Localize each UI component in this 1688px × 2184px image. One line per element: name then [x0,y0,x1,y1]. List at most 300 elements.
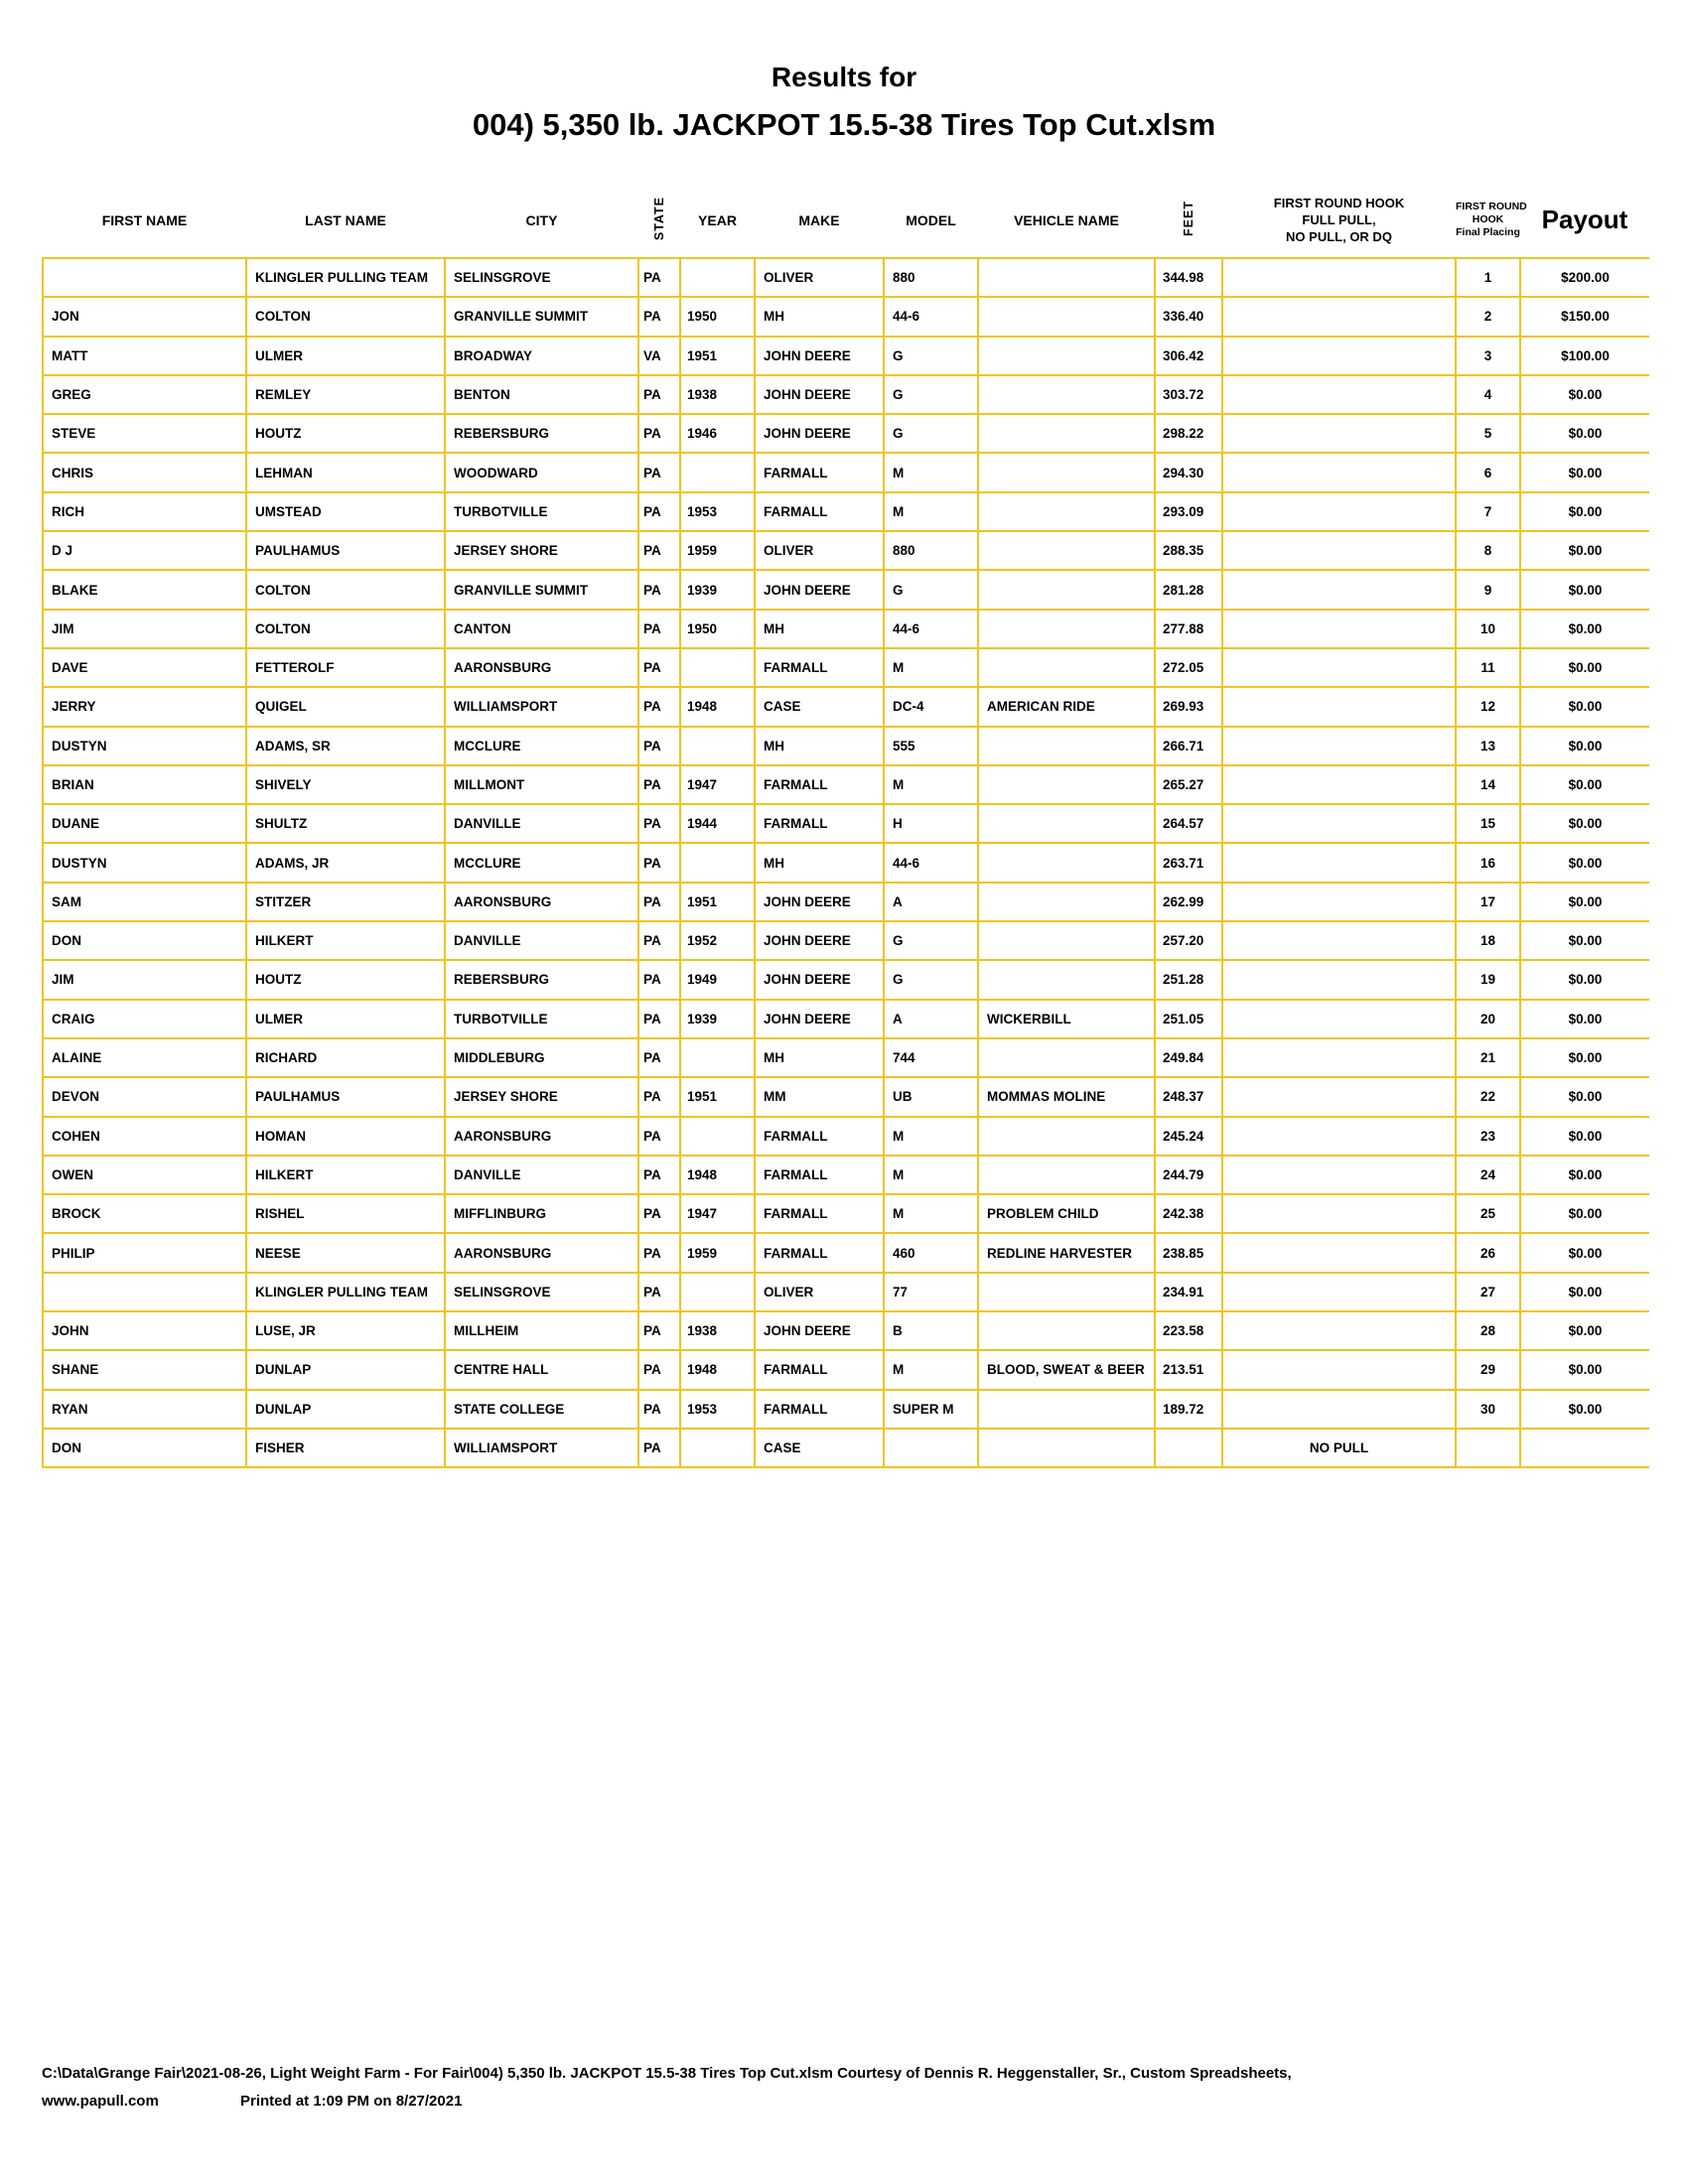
cell-year: 1950 [680,610,755,648]
cell-model: M [884,648,978,687]
cell-vehicle_name [978,570,1155,609]
cell-payout: $0.00 [1520,804,1649,843]
cell-feet: 288.35 [1155,531,1222,570]
cell-last_name: ADAMS, SR [246,727,445,765]
cell-city: TURBOTVILLE [445,1000,638,1038]
cell-first_name: RYAN [43,1390,246,1429]
cell-final_placing: 11 [1456,648,1520,687]
cell-model: B [884,1311,978,1350]
table-row [43,1077,1649,1116]
cell-year: 1949 [680,960,755,999]
cell-city: CENTRE HALL [445,1350,638,1389]
cell-first_round_hook [1222,1077,1456,1116]
cell-model: 77 [884,1273,978,1311]
cell-year: 1946 [680,414,755,453]
cell-year: 1938 [680,375,755,414]
cell-final_placing: 19 [1456,960,1520,999]
cell-last_name: HOUTZ [246,414,445,453]
cell-vehicle_name [978,960,1155,999]
cell-make: MH [755,297,884,336]
cell-final_placing [1456,1429,1520,1467]
table-row [43,1311,1649,1350]
cell-first_name: ALAINE [43,1038,246,1077]
cell-city: JERSEY SHORE [445,531,638,570]
col-header-final-placing [1456,183,1527,258]
cell-model: G [884,375,978,414]
cell-state: PA [638,1077,680,1116]
table-row [43,531,1649,570]
cell-last_name: HOUTZ [246,960,445,999]
cell-city: REBERSBURG [445,960,638,999]
table-row [43,610,1649,648]
table-row [43,648,1649,687]
cell-feet: 344.98 [1155,258,1222,297]
footer-file-path: C:\Data\Grange Fair\2021-08-26, Light Weight Farm - For Fair\004) 5,350 lb. JACKPOT 15.5-38 Tires Top Cut.xlsm Courtesy of Dennis R. Heggenstaller, Sr., Custom Spreadsheets, [42,2065,1292,2082]
table-row [43,1000,1649,1038]
cell-first_name: DON [43,921,246,960]
cell-vehicle_name [978,414,1155,453]
cell-city: GRANVILLE SUMMIT [445,570,638,609]
cell-model: M [884,765,978,804]
cell-feet: 303.72 [1155,375,1222,414]
cell-first_round_hook [1222,1000,1456,1038]
cell-city: AARONSBURG [445,1233,638,1272]
cell-final_placing: 3 [1456,337,1520,375]
cell-make: MM [755,1077,884,1116]
cell-make: CASE [755,687,884,726]
table-row [43,258,1649,297]
cell-first_name: DON [43,1429,246,1467]
cell-state: PA [638,453,680,491]
cell-final_placing: 22 [1456,1077,1520,1116]
cell-model: 880 [884,258,978,297]
cell-vehicle_name [978,1273,1155,1311]
cell-model: G [884,337,978,375]
table-row [43,883,1649,921]
cell-last_name: COLTON [246,610,445,648]
cell-final_placing: 6 [1456,453,1520,491]
cell-first_name: D J [43,531,246,570]
cell-payout: $0.00 [1520,610,1649,648]
cell-make: JOHN DEERE [755,337,884,375]
cell-feet: 238.85 [1155,1233,1222,1272]
cell-state: PA [638,765,680,804]
cell-state: PA [638,610,680,648]
col-header-first-name: FIRST NAME [101,211,188,228]
cell-first_name: GREG [43,375,246,414]
cell-final_placing: 12 [1456,687,1520,726]
cell-first_name: JOHN [43,1311,246,1350]
cell-first_round_hook [1222,531,1456,570]
cell-payout: $0.00 [1520,1156,1649,1194]
cell-state: PA [638,727,680,765]
cell-first_name: CHRIS [43,453,246,491]
cell-feet: 251.05 [1155,1000,1222,1038]
table-row [43,453,1649,491]
cell-first_name: JON [43,297,246,336]
cell-last_name: SHULTZ [246,804,445,843]
table-row [43,337,1649,375]
cell-final_placing: 17 [1456,883,1520,921]
cell-year: 1953 [680,1390,755,1429]
table-row [43,1038,1649,1077]
cell-first_round_hook: NO PULL [1222,1429,1456,1467]
cell-year [680,1273,755,1311]
cell-last_name: LEHMAN [246,453,445,491]
cell-first_round_hook [1222,843,1456,882]
table-row [43,804,1649,843]
cell-payout: $100.00 [1520,337,1649,375]
cell-last_name: HILKERT [246,1156,445,1194]
cell-year: 1939 [680,1000,755,1038]
cell-make: MH [755,610,884,648]
cell-first_name: DUANE [43,804,246,843]
cell-first_name: JERRY [43,687,246,726]
cell-first_name: SAM [43,883,246,921]
cell-city: WILLIAMSPORT [445,687,638,726]
table-row [43,960,1649,999]
cell-city: JERSEY SHORE [445,1077,638,1116]
cell-first_name: OWEN [43,1156,246,1194]
cell-model: G [884,414,978,453]
cell-city: MCCLURE [445,727,638,765]
cell-payout: $0.00 [1520,531,1649,570]
cell-state: PA [638,843,680,882]
cell-city: MILLMONT [445,765,638,804]
cell-vehicle_name [978,1038,1155,1077]
cell-city: MCCLURE [445,843,638,882]
cell-payout: $0.00 [1520,1077,1649,1116]
cell-state: PA [638,1390,680,1429]
cell-make: MH [755,1038,884,1077]
page-title: Results for [771,62,917,92]
cell-feet: 249.84 [1155,1038,1222,1077]
cell-first_round_hook [1222,687,1456,726]
cell-vehicle_name [978,804,1155,843]
cell-final_placing: 18 [1456,921,1520,960]
cell-model: SUPER M [884,1390,978,1429]
cell-make: OLIVER [755,258,884,297]
cell-make: OLIVER [755,531,884,570]
cell-city: WILLIAMSPORT [445,1429,638,1467]
col-header-payout: Payout [1541,205,1628,234]
cell-make: FARMALL [755,1117,884,1156]
cell-city: CANTON [445,610,638,648]
cell-state: PA [638,414,680,453]
cell-city: DANVILLE [445,804,638,843]
cell-city: BENTON [445,375,638,414]
cell-city: STATE COLLEGE [445,1390,638,1429]
cell-city: MILLHEIM [445,1311,638,1350]
cell-state: VA [638,337,680,375]
cell-final_placing: 15 [1456,804,1520,843]
cell-state: PA [638,1038,680,1077]
cell-vehicle_name [978,492,1155,531]
cell-state: PA [638,297,680,336]
cell-final_placing: 8 [1456,531,1520,570]
cell-first_round_hook [1222,375,1456,414]
results-sheet [42,183,1649,1468]
cell-payout: $150.00 [1520,297,1649,336]
cell-year [680,1038,755,1077]
cell-payout: $0.00 [1520,1038,1649,1077]
cell-year: 1947 [680,1194,755,1233]
cell-model: 460 [884,1233,978,1272]
cell-make: CASE [755,1429,884,1467]
cell-state: PA [638,570,680,609]
cell-state: PA [638,883,680,921]
cell-final_placing: 25 [1456,1194,1520,1233]
page-subtitle-filename: 004) 5,350 lb. JACKPOT 15.5-38 Tires Top Cut.xlsm [472,107,1216,142]
cell-vehicle_name [978,843,1155,882]
cell-last_name: ULMER [246,1000,445,1038]
cell-city: MIDDLEBURG [445,1038,638,1077]
cell-last_name: FETTEROLF [246,648,445,687]
col-header-year: YEAR [698,211,737,228]
cell-first_round_hook [1222,1117,1456,1156]
table-row [43,1117,1649,1156]
cell-feet: 272.05 [1155,648,1222,687]
cell-final_placing: 29 [1456,1350,1520,1389]
cell-first_round_hook [1222,1194,1456,1233]
cell-first_round_hook [1222,1038,1456,1077]
table-row [43,1390,1649,1429]
cell-make: JOHN DEERE [755,960,884,999]
cell-feet: 293.09 [1155,492,1222,531]
cell-first_name: DAVE [43,648,246,687]
cell-make: JOHN DEERE [755,921,884,960]
cell-make: JOHN DEERE [755,883,884,921]
cell-make: JOHN DEERE [755,570,884,609]
cell-make: FARMALL [755,1350,884,1389]
cell-final_placing: 9 [1456,570,1520,609]
cell-make: FARMALL [755,765,884,804]
cell-vehicle_name: MOMMAS MOLINE [978,1077,1155,1116]
cell-model: G [884,570,978,609]
cell-year: 1959 [680,1233,755,1272]
cell-feet: 234.91 [1155,1273,1222,1311]
cell-first_name: COHEN [43,1117,246,1156]
cell-first_name: RICH [43,492,246,531]
cell-payout: $0.00 [1520,921,1649,960]
cell-make: FARMALL [755,648,884,687]
cell-model: 555 [884,727,978,765]
cell-first_round_hook [1222,414,1456,453]
cell-payout: $0.00 [1520,1117,1649,1156]
cell-state: PA [638,1000,680,1038]
cell-year: 1952 [680,921,755,960]
cell-model: A [884,1000,978,1038]
cell-payout: $0.00 [1520,1194,1649,1233]
cell-year: 1951 [680,337,755,375]
cell-vehicle_name [978,765,1155,804]
cell-vehicle_name [978,1311,1155,1350]
cell-last_name: COLTON [246,297,445,336]
cell-year: 1950 [680,297,755,336]
cell-last_name: DUNLAP [246,1390,445,1429]
cell-last_name: HILKERT [246,921,445,960]
cell-feet: 336.40 [1155,297,1222,336]
cell-make: JOHN DEERE [755,414,884,453]
cell-feet: 264.57 [1155,804,1222,843]
cell-final_placing: 24 [1456,1156,1520,1194]
cell-payout: $0.00 [1520,1000,1649,1038]
footer-website: www.papull.com [42,2093,159,2110]
cell-feet: 298.22 [1155,414,1222,453]
cell-year [680,648,755,687]
cell-first_round_hook [1222,570,1456,609]
cell-payout: $0.00 [1520,453,1649,491]
cell-vehicle_name: WICKERBILL [978,1000,1155,1038]
cell-payout: $0.00 [1520,492,1649,531]
results-table [42,183,1649,1468]
cell-state: PA [638,1194,680,1233]
cell-state: PA [638,531,680,570]
cell-vehicle_name [978,531,1155,570]
cell-state: PA [638,1429,680,1467]
cell-make: MH [755,727,884,765]
cell-feet: 263.71 [1155,843,1222,882]
cell-first_round_hook [1222,1233,1456,1272]
cell-vehicle_name: BLOOD, SWEAT & BEER [978,1350,1155,1389]
cell-state: PA [638,258,680,297]
cell-model: M [884,1194,978,1233]
cell-first_name: DUSTYN [43,843,246,882]
cell-vehicle_name [978,297,1155,336]
state-vertical-label: STATE [651,196,666,241]
cell-first_name: JIM [43,610,246,648]
cell-city: MIFFLINBURG [445,1194,638,1233]
cell-city: REBERSBURG [445,414,638,453]
cell-final_placing: 30 [1456,1390,1520,1429]
cell-state: PA [638,960,680,999]
cell-last_name: COLTON [246,570,445,609]
cell-feet: 277.88 [1155,610,1222,648]
cell-year: 1959 [680,531,755,570]
cell-first_round_hook [1222,297,1456,336]
cell-state: PA [638,1156,680,1194]
hook-header-line: FIRST ROUND HOOK [1273,196,1405,210]
table-row [43,765,1649,804]
cell-year: 1951 [680,1077,755,1116]
table-row [43,921,1649,960]
cell-year: 1948 [680,1156,755,1194]
cell-feet: 242.38 [1155,1194,1222,1233]
cell-final_placing: 20 [1456,1000,1520,1038]
cell-city: WOODWARD [445,453,638,491]
table-row [43,297,1649,336]
cell-last_name: PAULHAMUS [246,1077,445,1116]
cell-vehicle_name [978,883,1155,921]
cell-vehicle_name: PROBLEM CHILD [978,1194,1155,1233]
cell-feet: 251.28 [1155,960,1222,999]
cell-feet: 269.93 [1155,687,1222,726]
cell-last_name: STITZER [246,883,445,921]
cell-feet [1155,1429,1222,1467]
cell-payout: $0.00 [1520,1233,1649,1272]
cell-final_placing: 23 [1456,1117,1520,1156]
cell-final_placing: 10 [1456,610,1520,648]
results-table-body [43,258,1649,1467]
cell-final_placing: 26 [1456,1233,1520,1272]
cell-first_round_hook [1222,337,1456,375]
cell-first_name: SHANE [43,1350,246,1389]
table-row [43,1194,1649,1233]
cell-last_name: PAULHAMUS [246,531,445,570]
cell-make: FARMALL [755,492,884,531]
cell-make: FARMALL [755,804,884,843]
cell-state: PA [638,375,680,414]
cell-model: 44-6 [884,297,978,336]
cell-year [680,1117,755,1156]
cell-year: 1938 [680,1311,755,1350]
cell-first_round_hook [1222,492,1456,531]
cell-payout: $0.00 [1520,687,1649,726]
cell-last_name: LUSE, JR [246,1311,445,1350]
cell-city: GRANVILLE SUMMIT [445,297,638,336]
cell-year: 1953 [680,492,755,531]
cell-year: 1951 [680,883,755,921]
cell-first_name: STEVE [43,414,246,453]
cell-final_placing: 27 [1456,1273,1520,1311]
col-header-city: CITY [525,211,558,228]
cell-feet: 248.37 [1155,1077,1222,1116]
cell-model: H [884,804,978,843]
cell-first_round_hook [1222,960,1456,999]
table-row [43,1273,1649,1311]
cell-year [680,1429,755,1467]
cell-vehicle_name [978,1117,1155,1156]
cell-make: FARMALL [755,1233,884,1272]
cell-first_round_hook [1222,1311,1456,1350]
cell-state: PA [638,1117,680,1156]
col-header-make: MAKE [798,211,840,228]
cell-city: BROADWAY [445,337,638,375]
cell-last_name: UMSTEAD [246,492,445,531]
table-row [43,492,1649,531]
cell-payout: $200.00 [1520,258,1649,297]
cell-city: DANVILLE [445,921,638,960]
cell-last_name: RISHEL [246,1194,445,1233]
cell-payout: $0.00 [1520,843,1649,882]
cell-feet: 223.58 [1155,1311,1222,1350]
cell-vehicle_name [978,1390,1155,1429]
cell-state: PA [638,804,680,843]
hook-header-line: FULL PULL, [1302,212,1376,227]
cell-make: JOHN DEERE [755,1311,884,1350]
cell-vehicle_name [978,375,1155,414]
cell-state: PA [638,687,680,726]
table-row [43,1350,1649,1389]
cell-first_round_hook [1222,883,1456,921]
cell-payout: $0.00 [1520,648,1649,687]
cell-model: M [884,492,978,531]
cell-first_name: JIM [43,960,246,999]
table-row [43,843,1649,882]
cell-model: M [884,1156,978,1194]
cell-first_name: DUSTYN [43,727,246,765]
cell-first_round_hook [1222,804,1456,843]
cell-final_placing: 28 [1456,1311,1520,1350]
cell-city: SELINSGROVE [445,258,638,297]
cell-year [680,843,755,882]
cell-payout: $0.00 [1520,883,1649,921]
cell-payout: $0.00 [1520,414,1649,453]
cell-city: AARONSBURG [445,1117,638,1156]
cell-state: PA [638,921,680,960]
cell-state: PA [638,1350,680,1389]
cell-payout: $0.00 [1520,1273,1649,1311]
